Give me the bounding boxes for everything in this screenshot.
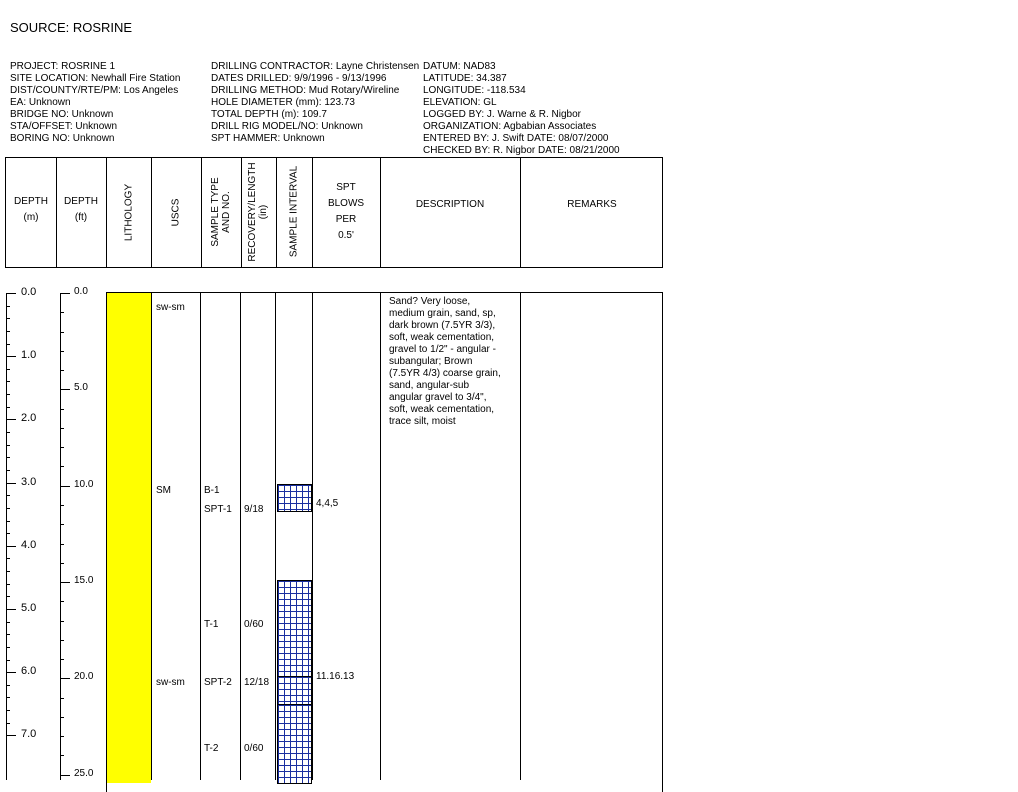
depth-m-minor-tick xyxy=(6,457,10,458)
depth-ft-label: 15.0 xyxy=(74,575,94,586)
depth-ft-label: 25.0 xyxy=(74,768,94,779)
depth-m-minor-tick xyxy=(6,558,10,559)
header-sample-type: SAMPLE TYPE AND NO. xyxy=(210,177,232,247)
recovery-cell: 12/18 xyxy=(244,677,270,688)
dist-county-field: DIST/COUNTY/RTE/PM: Los Angeles xyxy=(10,85,179,96)
depth-m-label: 3.0 xyxy=(21,476,37,488)
drilling-contractor-field: DRILLING CONTRACTOR: Layne Christensen xyxy=(211,61,420,72)
recovery-cell: 9/18 xyxy=(244,504,264,515)
depth-m-label: 7.0 xyxy=(21,728,37,740)
depth-m-label: 0.0 xyxy=(21,286,37,298)
recovery-cell: 0/60 xyxy=(244,619,264,630)
header-remarks: REMARKS xyxy=(567,199,617,210)
depth-ft-label: 0.0 xyxy=(74,286,88,297)
description-text: Sand? Very loose, medium grain, sand, sp, dark brown (7.5YR 3/3), soft, weak cementation, gravel to 1/2" - angular - subangular; Brown (7.5YR 4/3) coarse grain, sand, angular-sub angular gravel to 3/4", soft, weak cementation, trace silt, moist xyxy=(389,296,501,427)
sample-type-cell: T-2 xyxy=(204,743,219,754)
depth-ft-minor-tick xyxy=(60,717,64,718)
total-depth-field: TOTAL DEPTH (m): 109.7 xyxy=(211,109,327,120)
sta-offset-field: STA/OFFSET: Unknown xyxy=(10,121,118,132)
depth-ft-minor-tick xyxy=(60,621,64,622)
depth-m-major-tick xyxy=(6,735,16,736)
header-depth-ft: DEPTH (ft) xyxy=(64,196,98,223)
depth-m-minor-tick xyxy=(6,723,10,724)
depth-m-minor-tick xyxy=(6,470,10,471)
info-col-3 xyxy=(423,61,620,157)
depth-ft-minor-tick xyxy=(60,409,64,410)
sample-type-cell: T-1 xyxy=(204,619,219,630)
depth-m-minor-tick xyxy=(6,394,10,395)
depth-m-minor-tick xyxy=(6,647,10,648)
depth-m-minor-tick xyxy=(6,697,10,698)
depth-ft-major-tick xyxy=(60,678,70,679)
depth-m-major-tick xyxy=(6,483,16,484)
depth-ft-minor-tick xyxy=(60,370,64,371)
depth-m-minor-tick xyxy=(6,508,10,509)
depth-ft-minor-tick xyxy=(60,351,64,352)
bridge-field: BRIDGE NO: Unknown xyxy=(10,109,114,120)
depth-ft-major-tick xyxy=(60,486,70,487)
log-body xyxy=(106,292,663,792)
info-col-2 xyxy=(211,61,419,145)
depth-ft-minor-tick xyxy=(60,659,64,660)
depth-m-minor-tick xyxy=(6,584,10,585)
depth-m-minor-tick xyxy=(6,634,10,635)
depth-ft-axis-line xyxy=(60,293,61,780)
depth-m-minor-tick xyxy=(6,660,10,661)
dates-drilled-field: DATES DRILLED: 9/9/1996 - 9/13/1996 xyxy=(211,73,387,84)
depth-ft-minor-tick xyxy=(60,755,64,756)
sample-interval-spt-1 xyxy=(277,484,312,512)
depth-ft-minor-tick xyxy=(60,736,64,737)
sample-interval-t-2 xyxy=(277,704,312,784)
uscs-entry: SM xyxy=(156,485,171,496)
depth-m-label: 2.0 xyxy=(21,412,37,424)
depth-ft-minor-tick xyxy=(60,447,64,448)
depth-ft-minor-tick xyxy=(60,332,64,333)
depth-ft-label: 10.0 xyxy=(74,479,94,490)
site-location-field: SITE LOCATION: Newhall Fire Station xyxy=(10,73,181,84)
boring-no-field: BORING NO: Unknown xyxy=(10,133,115,144)
sample-interval-t-1 xyxy=(277,580,312,677)
depth-m-major-tick xyxy=(6,419,16,420)
depth-m-minor-tick xyxy=(6,306,10,307)
depth-ft-major-tick xyxy=(60,775,70,776)
header-recovery: RECOVERY/LENGTH (in) xyxy=(247,162,269,262)
depth-ft-minor-tick xyxy=(60,466,64,467)
depth-ft-minor-tick xyxy=(60,544,64,545)
spt-hammer-field: SPT HAMMER: Unknown xyxy=(211,133,325,144)
depth-m-minor-tick xyxy=(6,533,10,534)
header-sample-interval: SAMPLE INTERVAL xyxy=(288,165,300,258)
info-col-1 xyxy=(10,61,180,145)
depth-m-minor-tick xyxy=(6,407,10,408)
logged-by-field: LOGGED BY: J. Warne & R. Nigbor xyxy=(423,109,582,120)
depth-m-major-tick xyxy=(6,356,16,357)
datum-field: DATUM: NAD83 xyxy=(423,61,496,72)
sample-type-cell: SPT-1 xyxy=(204,504,232,515)
depth-ft-minor-tick xyxy=(60,640,64,641)
lithology-fill xyxy=(107,293,151,783)
spt-blows-cell: 11.16.13 xyxy=(316,671,355,682)
depth-ft-minor-tick xyxy=(60,601,64,602)
depth-m-minor-tick xyxy=(6,495,10,496)
depth-m-axis-line xyxy=(6,293,7,780)
project-field: PROJECT: ROSRINE 1 xyxy=(10,61,116,72)
depth-m-label: 6.0 xyxy=(21,665,37,677)
depth-m-minor-tick xyxy=(6,369,10,370)
spt-blows-cell: 4,4,5 xyxy=(316,498,339,509)
latitude-field: LATITUDE: 34.387 xyxy=(423,73,507,84)
depth-m-minor-tick xyxy=(6,445,10,446)
depth-m-label: 4.0 xyxy=(21,539,37,551)
depth-m-minor-tick xyxy=(6,622,10,623)
depth-m-label: 1.0 xyxy=(21,349,37,361)
depth-ft-minor-tick xyxy=(60,698,64,699)
depth-ft-label: 20.0 xyxy=(74,671,94,682)
drilling-method-field: DRILLING METHOD: Mud Rotary/Wireline xyxy=(211,85,400,96)
header-depth-m: DEPTH (m) xyxy=(14,196,48,223)
uscs-entry: sw-sm xyxy=(156,302,185,313)
drill-rig-field: DRILL RIG MODEL/NO: Unknown xyxy=(211,121,363,132)
sample-interval-spt-2 xyxy=(277,676,312,705)
depth-ft-major-tick xyxy=(60,582,70,583)
entered-by-field: ENTERED BY: J. Swift DATE: 08/07/2000 xyxy=(423,133,609,144)
depth-m-minor-tick xyxy=(6,318,10,319)
depth-m-minor-tick xyxy=(6,344,10,345)
depth-m-minor-tick xyxy=(6,685,10,686)
organization-field: ORGANIZATION: Agbabian Associates xyxy=(423,121,597,132)
hole-diameter-field: HOLE DIAMETER (mm): 123.73 xyxy=(211,97,355,108)
column-header-row xyxy=(5,157,663,268)
ea-field: EA: Unknown xyxy=(10,97,71,108)
depth-m-major-tick xyxy=(6,609,16,610)
depth-m-minor-tick xyxy=(6,331,10,332)
header-lithology: LITHOLOGY xyxy=(123,183,135,242)
depth-ft-major-tick xyxy=(60,389,70,390)
recovery-cell: 0/60 xyxy=(244,743,264,754)
depth-ft-major-tick xyxy=(60,293,70,294)
depth-ft-minor-tick xyxy=(60,563,64,564)
depth-ft-minor-tick xyxy=(60,428,64,429)
depth-m-major-tick xyxy=(6,546,16,547)
source-title: SOURCE: ROSRINE xyxy=(10,20,133,35)
depth-m-minor-tick xyxy=(6,710,10,711)
header-description: DESCRIPTION xyxy=(415,199,485,210)
depth-ft-minor-tick xyxy=(60,524,64,525)
depth-ft-label: 5.0 xyxy=(74,382,88,393)
depth-m-minor-tick xyxy=(6,596,10,597)
depth-ft-minor-tick xyxy=(60,505,64,506)
depth-m-minor-tick xyxy=(6,571,10,572)
header-spt: SPT BLOWS PER 0.5' xyxy=(327,182,365,241)
depth-m-minor-tick xyxy=(6,521,10,522)
elevation-field: ELEVATION: GL xyxy=(423,97,497,108)
uscs-entry: sw-sm xyxy=(156,677,185,688)
sample-type-cell: B-1 xyxy=(204,485,220,496)
sample-type-cell: SPT-2 xyxy=(204,677,232,688)
depth-m-major-tick xyxy=(6,672,16,673)
depth-ft-minor-tick xyxy=(60,312,64,313)
longitude-field: LONGITUDE: -118.534 xyxy=(423,85,526,96)
header-uscs: USCS xyxy=(170,198,182,227)
depth-m-minor-tick xyxy=(6,432,10,433)
depth-m-major-tick xyxy=(6,293,16,294)
depth-m-label: 5.0 xyxy=(21,602,37,614)
depth-m-minor-tick xyxy=(6,381,10,382)
checked-by-field: CHECKED BY: R. Nigbor DATE: 08/21/2000 xyxy=(423,145,620,156)
